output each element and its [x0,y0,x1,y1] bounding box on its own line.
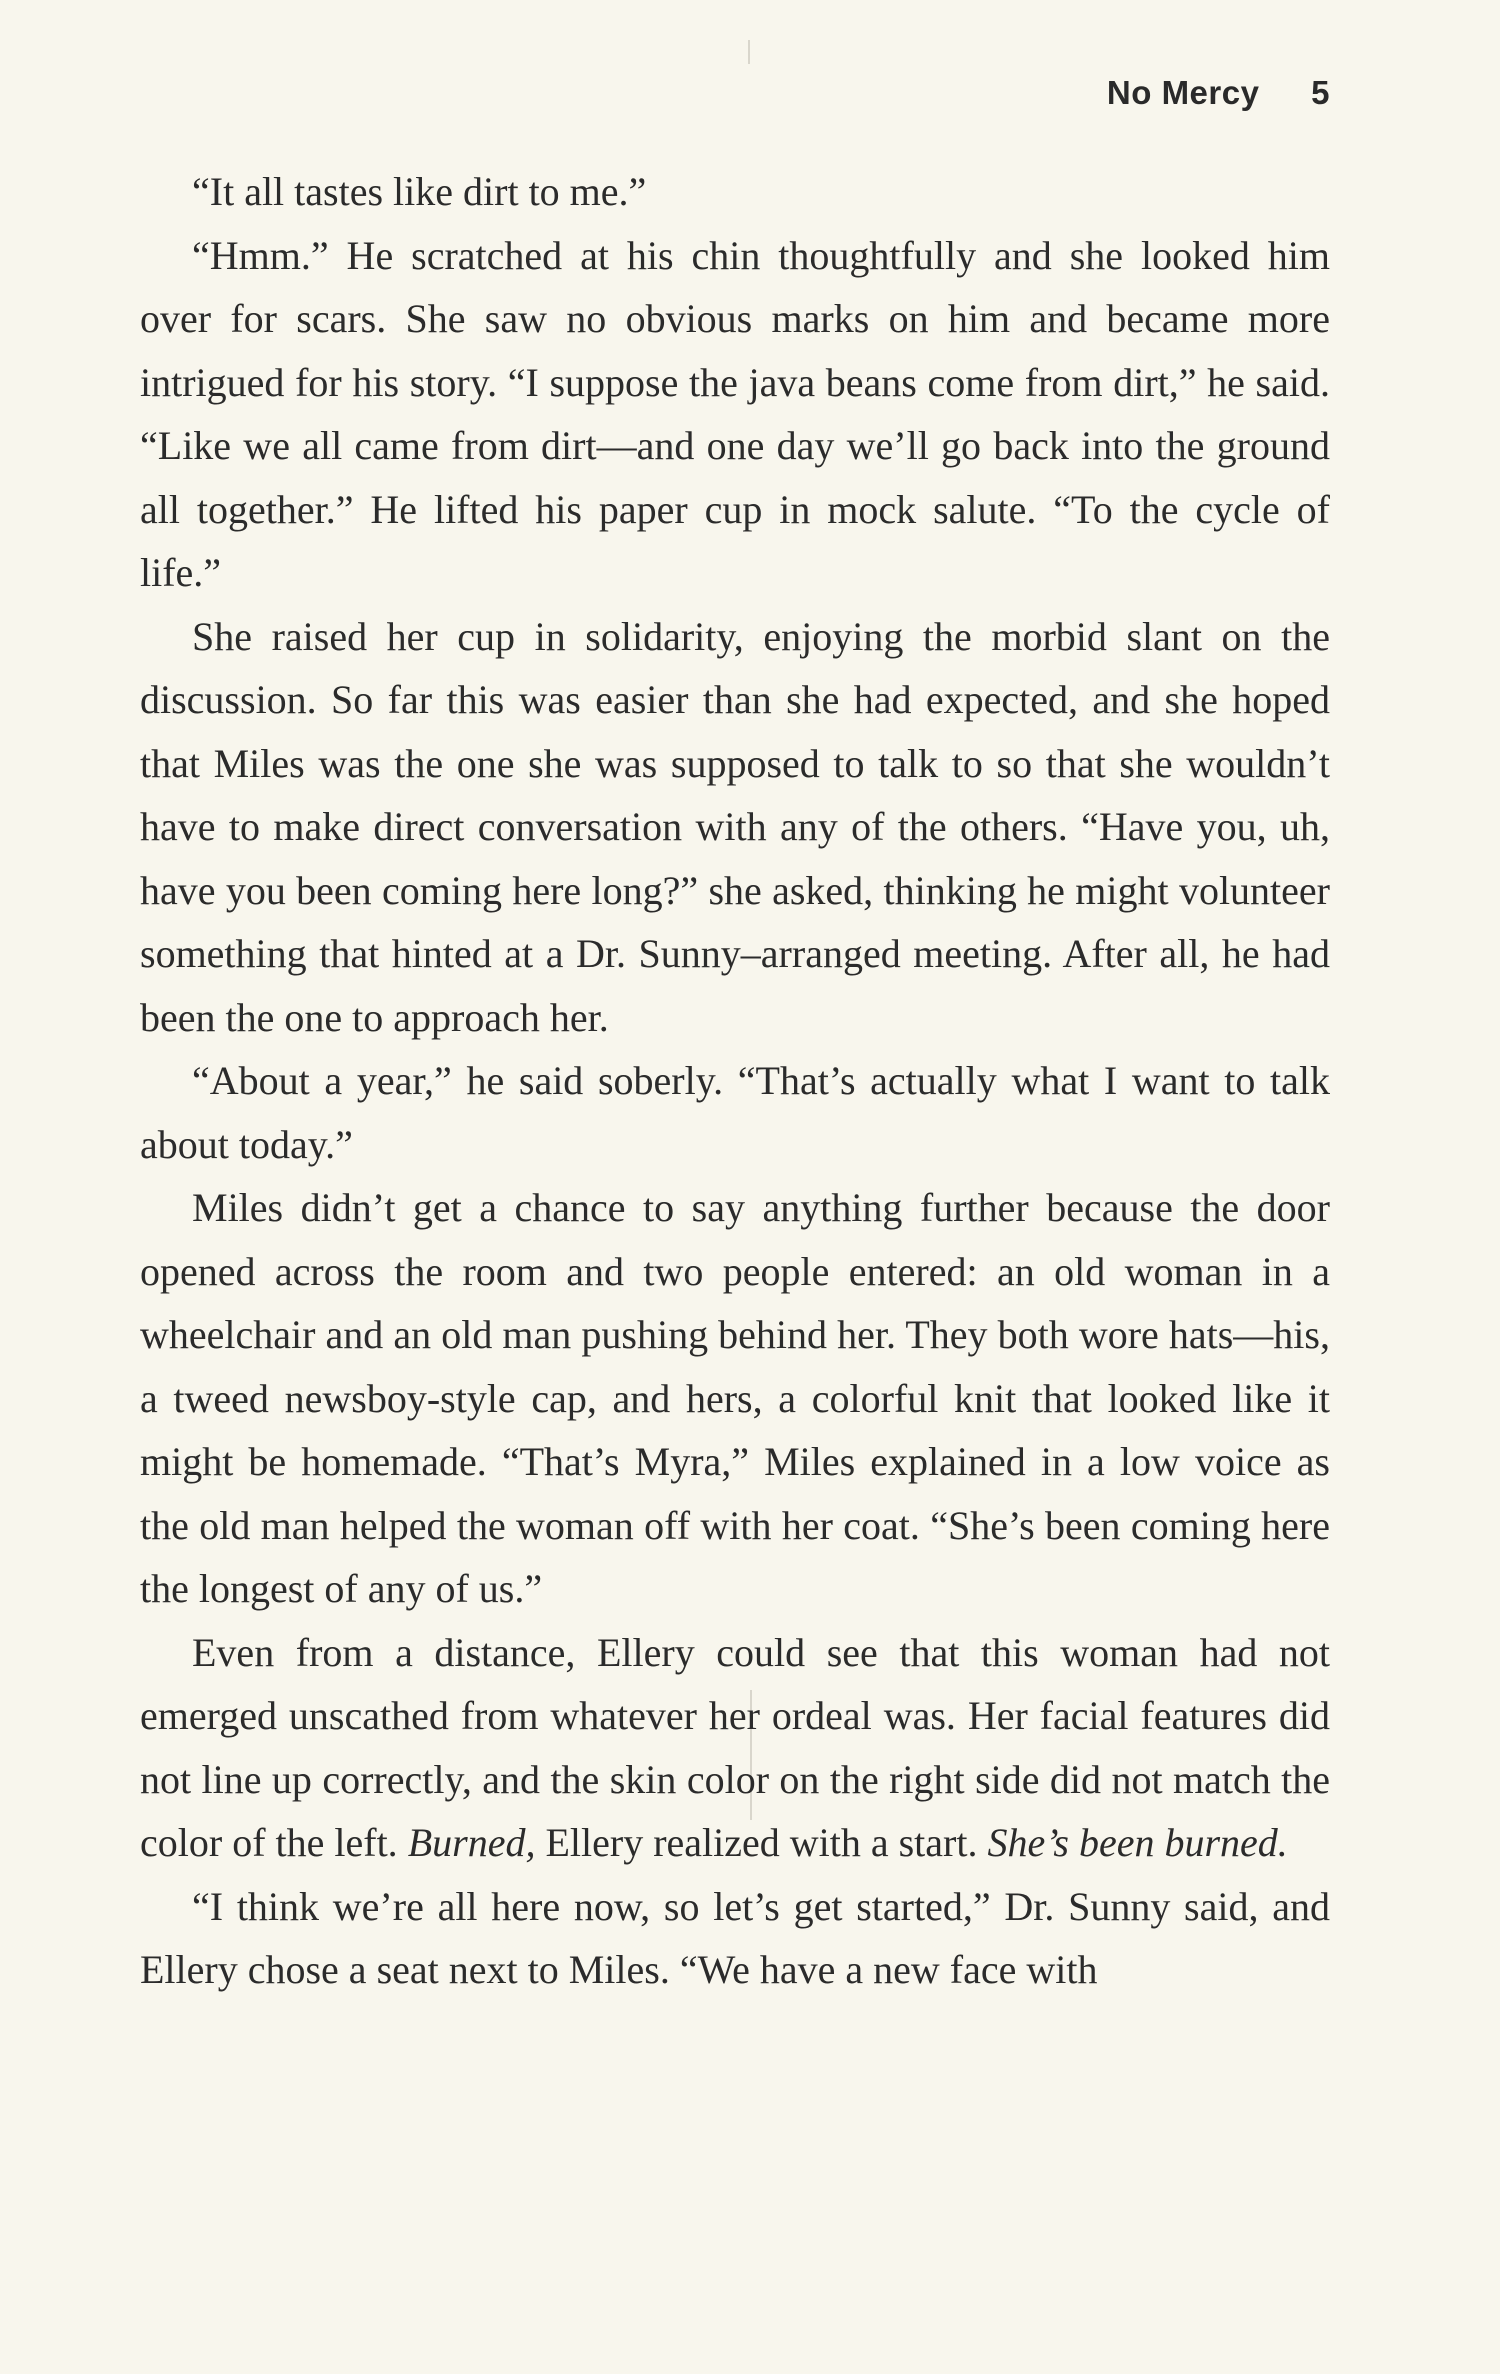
paragraph [140,1176,1330,1621]
paragraph [140,160,1330,224]
paragraph [140,1875,1330,2002]
body-text [140,160,1330,2002]
text-run: Even from a distance, Ellery could see that this woman had not emerged unscathed from whatever her ordeal was. Her facial features did not line up correctly, and the skin color on the right side did not match the color of the left. [140,1629,1330,1865]
text-run: “Hmm.” He scratched at his chin thoughtfully and she looked him over for scars. She saw no obvious marks on him and became more intrigued for his story. “I suppose the java beans come from dirt,” he said. “Like we all came from dirt—and one day we’ll go back into the ground all together.” He lifted his paper cup in mock salute. “To the cycle of life.” [140,232,1330,595]
book-title: No Mercy [1106,74,1260,111]
text-run: Miles didn’t get a chance to say anything further because the door opened across the room and two people entered: an old woman in a wheelchair and an old man pushing behind her. They both wore hats—his, a tweed newsboy-style cap, and hers, a colorful knit that looked like it might be homemade. “That’s Myra,” Miles explained in a low voice as the old man helped the woman off with her coat. “She’s been coming here the longest of any of us.” [140,1185,1330,1611]
text-run: She raised her cup in solidarity, enjoying the morbid slant on the discussion. So far this was easier than she had expected, and she hoped that Miles was the one she was supposed to talk to so that she wouldn’t have to make direct conversation with any of the others. “Have you, uh, have you been coming here long?” she asked, thinking he might volunteer something that hinted at a Dr. Sunny–arranged meeting. After all, he had been the one to approach her. [140,613,1330,1040]
italic-text: She’s been burned. [987,1820,1288,1865]
paragraph [140,1049,1330,1176]
paragraph [140,1621,1330,1875]
text-run: “About a year,” he said soberly. “That’s actually what I want to talk about today.” [140,1058,1330,1167]
italic-text: Burned, [407,1820,536,1865]
text-run: “I think we’re all here now, so let’s get started,” Dr. Sunny said, and Ellery chose a seat next to Miles. “We have a new face with [140,1883,1330,1992]
running-head [1107,74,1330,112]
paragraph [140,224,1330,605]
page-number: 5 [1311,74,1330,111]
scan-artifact [748,40,750,64]
paragraph [140,605,1330,1050]
text-run: “It all tastes like dirt to me.” [192,169,647,214]
text-run: Ellery realized with a start. [535,1820,988,1865]
